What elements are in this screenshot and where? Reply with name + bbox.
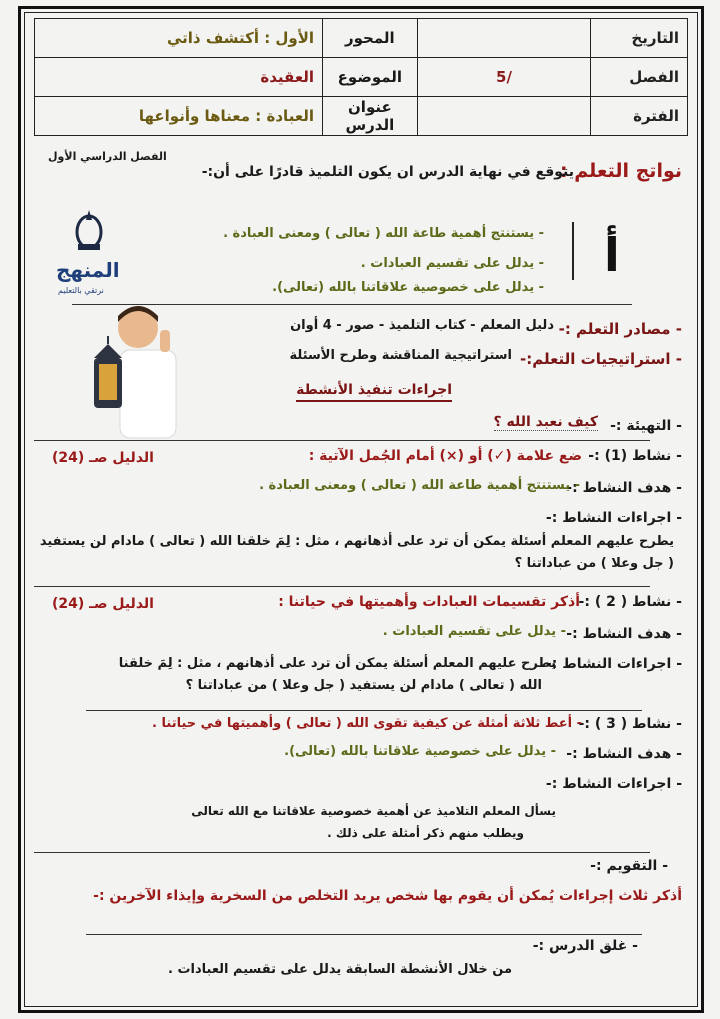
outcome-item-1: - يستنتج أهمية طاعة الله ( تعالى ) ومعنى العبادة . bbox=[223, 226, 544, 241]
boy-lantern-icon bbox=[86, 300, 196, 440]
activity2-goal-label: - هدف النشاط :- bbox=[566, 626, 682, 642]
activity3-proc-label: - اجراءات النشاط :- bbox=[545, 776, 682, 792]
period-value bbox=[417, 97, 591, 136]
warmup-label: - التهيئة :- bbox=[610, 418, 682, 434]
activity1-proc-label: - اجراءات النشاط :- bbox=[545, 510, 682, 526]
activity3-task: - أعط ثلاثة أمثلة عن كيفية تقوى الله ( تعالى ) وأهميتها في حياتنا . bbox=[152, 716, 582, 731]
activity2-task: أذكر تقسيمات العبادات وأهميتها في حياتنا : bbox=[278, 594, 580, 610]
class-value: /5 bbox=[417, 58, 591, 97]
activity3-goal: - يدلل على خصوصية علاقاتنا بالله (تعالى). bbox=[284, 744, 556, 759]
divider-3 bbox=[34, 586, 650, 587]
semester-label: الفصل الدراسي الأول bbox=[48, 150, 167, 163]
activity2-proc-line1: يطرح عليهم المعلم أسئلة يمكن أن ترد على أذهانهم ، مثل : لِمَ خلقنا bbox=[118, 656, 556, 671]
activity3-proc-line1: يسأل المعلم التلاميذ عن أهمية خصوصية علاقاتنا مع الله تعالى bbox=[191, 804, 556, 818]
closing-text: من خلال الأنشطة السابقة يدلل على تقسيم العبادات . bbox=[167, 962, 512, 977]
outcomes-title: نواتج التعلم : bbox=[560, 160, 682, 182]
section-letter: أ bbox=[604, 228, 620, 282]
closing-label: - غلق الدرس :- bbox=[532, 938, 638, 954]
divider-5 bbox=[34, 852, 650, 853]
divider-2 bbox=[34, 440, 650, 441]
outcomes-divider bbox=[572, 222, 574, 280]
header-table bbox=[34, 18, 688, 136]
activity2-proc-line2: الله ( تعالى ) مادام لن يستفيد ( جل وعلا ) من عباداتنا ؟ bbox=[185, 678, 542, 693]
strategies-value: استراتيجية المناقشة وطرح الأسئلة bbox=[289, 348, 512, 363]
logo bbox=[52, 204, 126, 304]
axis-value: الأول : أكتشف ذاتي bbox=[35, 19, 323, 58]
date-label: التاريخ bbox=[591, 19, 688, 58]
outcome-item-2: - يدلل على تقسيم العبادات . bbox=[360, 256, 544, 271]
activity2-label: - نشاط ( 2 ) :- bbox=[578, 594, 682, 610]
activity1-goal-label: - هدف النشاط :- bbox=[566, 480, 682, 496]
outcomes-intro: يتوقع في نهاية الدرس ان يكون التلميذ قادرًا على أن:- bbox=[201, 164, 574, 180]
date-value bbox=[417, 19, 591, 58]
procedures-title: اجراءات تنفيذ الأنشطة bbox=[296, 382, 452, 402]
activity1-ref: الدليل صـ (24) bbox=[52, 450, 154, 466]
divider-6 bbox=[86, 934, 642, 935]
warmup-value: كيف نعبد الله ؟ bbox=[493, 414, 598, 430]
activity1-task: ضع علامة (✓) أو (×) أمام الجُمل الآتية : bbox=[308, 448, 582, 464]
topic-label: الموضوع bbox=[323, 58, 418, 97]
activity3-proc-line2: ويطلب منهم ذكر أمثلة على ذلك . bbox=[327, 826, 524, 840]
topic-value: العقيدة bbox=[35, 58, 323, 97]
boy-with-lantern-illustration bbox=[86, 300, 196, 440]
divider-4 bbox=[86, 710, 642, 711]
outcome-item-3: - يدلل على خصوصية علاقاتنا بالله (تعالى). bbox=[272, 280, 544, 295]
strategies-label: - استراتيجيات التعلم:- bbox=[519, 350, 682, 368]
activity2-ref: الدليل صـ (24) bbox=[52, 596, 154, 612]
activity1-proc-line1: يطرح عليهم المعلم أسئلة يمكن أن ترد على أذهانهم ، مثل : لِمَ خلقنا الله ( تعالى ) مادام لن يستفيد bbox=[39, 534, 674, 549]
lesson-label: عنوان الدرس bbox=[323, 97, 418, 136]
activity1-proc-line2: ( جل وعلا ) من عباداتنا ؟ bbox=[514, 556, 674, 571]
activity3-goal-label: - هدف النشاط :- bbox=[566, 746, 682, 762]
evaluation-text: أذكر ثلاث إجراءات يُمكن أن يقوم بها شخص يريد التخلص من السخرية وإيذاء الآخرين :- bbox=[93, 888, 682, 904]
lesson-value: العبادة : معناها وأنواعها bbox=[35, 97, 323, 136]
activity1-goal: - يستنتج أهمية طاعة الله ( تعالى ) ومعنى العبادة . bbox=[259, 478, 580, 493]
period-label: الفترة bbox=[591, 97, 688, 136]
activity2-goal: - يدلل على تقسيم العبادات . bbox=[382, 624, 566, 639]
activity1-label: - نشاط (1) :- bbox=[588, 448, 682, 464]
logo-text: المنهج bbox=[56, 258, 120, 282]
activity3-label: - نشاط ( 3 ) :- bbox=[578, 716, 682, 732]
evaluation-label: - التقويم :- bbox=[590, 858, 668, 874]
activity2-proc-label: - اجراءات النشاط :- bbox=[545, 656, 682, 672]
sources-value: دليل المعلم - كتاب التلميذ - صور - 4 أوان bbox=[290, 318, 554, 333]
class-label: الفصل bbox=[591, 58, 688, 97]
logo-subtext: نرتقي بالتعليم bbox=[58, 286, 104, 295]
axis-label: المحور bbox=[323, 19, 418, 58]
sources-label: - مصادر التعلم :- bbox=[558, 320, 682, 338]
